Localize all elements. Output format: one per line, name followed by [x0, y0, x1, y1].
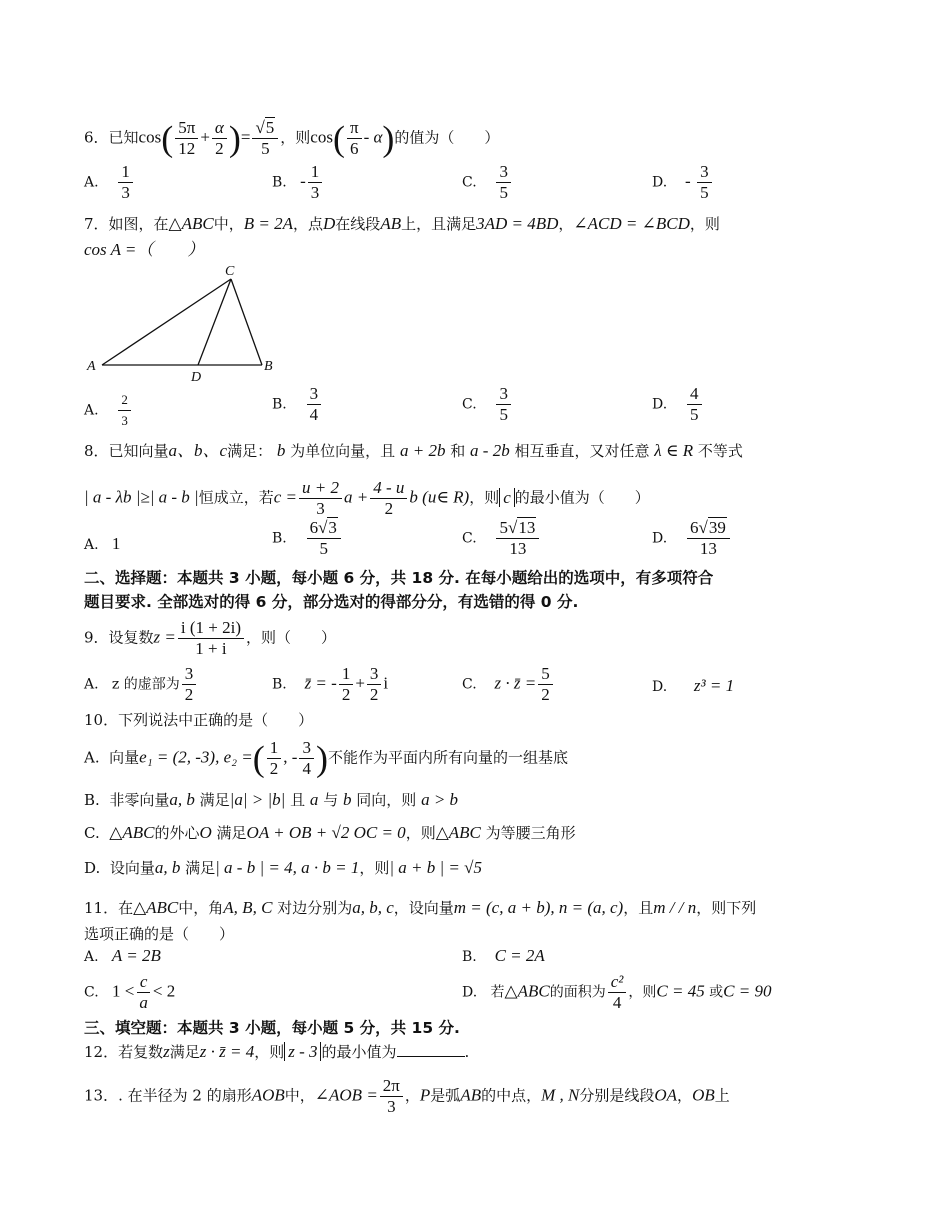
q10-option-d: D. 设向量a, b 满足| a - b | = 4, a · b = 1，则| a + b | = √5: [84, 858, 482, 877]
segment-AC: [102, 279, 231, 365]
question-11-stem: 11．在△ABC中，角A, B, C 对边分别为a, b, c，设向量m = (c, a + b), n = (a, c)，且m / / n，则下列: [84, 898, 757, 917]
q6-prefix: 6．已知: [84, 128, 139, 147]
q9-option-a: A. z 的虚部为 $\frac{3}{2}$: [84, 664, 198, 705]
label-C: C: [225, 264, 235, 279]
q6-option-d: D. - $\frac{3}{5}$: [652, 162, 714, 203]
q6-frac-alpha: $\frac{\alpha}{2}$: [212, 118, 227, 159]
segment-CD: [198, 279, 231, 365]
question-11-stem-line2: 选项正确的是（ ）: [84, 925, 235, 943]
section-2-heading: 二、选择题：本题共 3 小题，每小题 6 分，共 18 分. 在每小题给出的选项中，有多项符合 题目要求. 全部选对的得 6 分，部分选对的得部分分，有选错的得 0 分.: [84, 569, 714, 611]
q8-option-d: D. $\frac{6√39}{13}$: [652, 518, 732, 559]
answer-blank[interactable]: [397, 1042, 465, 1057]
q10-option-a: A. 向量e₁ = (2, -3), e₂ =( $\frac{1}{2}$ , - $\frac{3}{4}$ )不能作为平面内所有向量的一组基底: [84, 738, 568, 779]
q7-option-d: D. $\frac{4}{5}$: [652, 384, 704, 425]
q9-option-d: D. z³ = 1: [652, 676, 735, 695]
label-D: D: [191, 370, 202, 382]
question-8-stem-line2: | a - λb |≥| a - b |恒成立，若c = $\frac{u + 2}{3}$ a + $\frac{4 - u}{2}$ b (u∈ R)，则 c 的最小值为（ ）: [84, 478, 650, 518]
question-9-stem: 9．设复数z = $\frac{i (1 + 2i)}{1 + i}$ ，则（ ）: [84, 618, 337, 658]
q6-cos: cos: [138, 127, 162, 147]
label-A: A: [87, 359, 96, 374]
question-6-stem: 6．已知cos( $\frac{5\pi}{12}$ + $\frac{\alpha}{2}$ )= $\frac{√5}{5}$ ，则cos( $\frac{\pi}{6}$ - α)的值为（ ）: [84, 118, 500, 159]
q7-option-a: A. $\frac{2}{3}$: [84, 390, 133, 431]
q6-option-b: B. - $\frac{1}{3}$: [272, 162, 324, 203]
question-7-stem: 7．如图，在△ABC中，B = 2A，点D在线段AB上，且满足3AD = 4BD，∠ACD = ∠BCD，则: [84, 214, 720, 233]
q8-option-b: B. $\frac{6√3}{5}$: [272, 518, 343, 559]
q11-option-a: A. A = 2B: [84, 946, 161, 965]
q11-option-b: B. C = 2A: [462, 946, 545, 965]
q6-paren-open: (: [161, 118, 174, 159]
question-12-stem: 12．若复数z满足z · z̄ = 4，则 z - 3 的最小值为 .: [84, 1042, 470, 1061]
question-10-stem: 10．下列说法中正确的是（ ）: [84, 711, 314, 729]
segment-CB: [231, 279, 262, 365]
q10-option-c: C. △ABC的外心O 满足OA + OB + √2 OC = 0，则△ABC 为等腰三角形: [84, 823, 576, 842]
q9-option-b: B. z̄ = - $\frac{1}{2}$ + $\frac{3}{2}$ i: [272, 664, 389, 704]
q7-option-c: C. $\frac{3}{5}$: [462, 384, 513, 425]
section-3-heading: 三、填空题：本题共 3 小题，每小题 5 分，共 15 分.: [84, 1019, 460, 1037]
q6-option-c: C. $\frac{3}{5}$: [462, 162, 513, 203]
q6-frac2: $\frac{\pi}{6}$: [347, 118, 362, 159]
q10-option-b: B. 非零向量a, b 满足|a| > |b| 且 a 与 b 同向，则 a > b: [84, 790, 459, 809]
label-B: B: [264, 359, 273, 374]
q9-option-c: C. z · z̄ = $\frac{5}{2}$: [462, 664, 555, 705]
q11-option-d: D. 若△ABC的面积为 $\frac{\text{c²}}{4}$ ，则C = 45 或C = 90: [462, 972, 772, 1012]
triangle-figure: [84, 262, 284, 382]
question-7-stem-line2: cos A =（ ）: [84, 240, 205, 259]
q6-frac1: $\frac{5\pi}{12}$: [175, 118, 198, 159]
question-8-stem: 8．已知向量a、b、c满足： b 为单位向量，且 a + 2b 和 a - 2b 相互垂直，又对任意 λ ∈ R 不等式: [84, 441, 743, 460]
q6-frac-sqrt5: $\frac{√5}{5}$: [252, 118, 278, 159]
q7-option-b: B. $\frac{3}{4}$: [272, 384, 323, 425]
q8-option-a: A. 1: [84, 534, 121, 553]
question-13-stem: 13．. 在半径为 2 的扇形AOB中，∠AOB = $\frac{2\pi}{3}$ ，P是弧AB的中点，M , N分别是线段OA，OB上: [84, 1076, 730, 1116]
q8-option-c: C. $\frac{5√13}{13}$: [462, 518, 541, 559]
q6-option-a: A. $\frac{1}{3}$: [84, 162, 135, 203]
q11-option-c: C. 1 < $\frac{c}{a}$ < 2: [84, 972, 176, 1012]
